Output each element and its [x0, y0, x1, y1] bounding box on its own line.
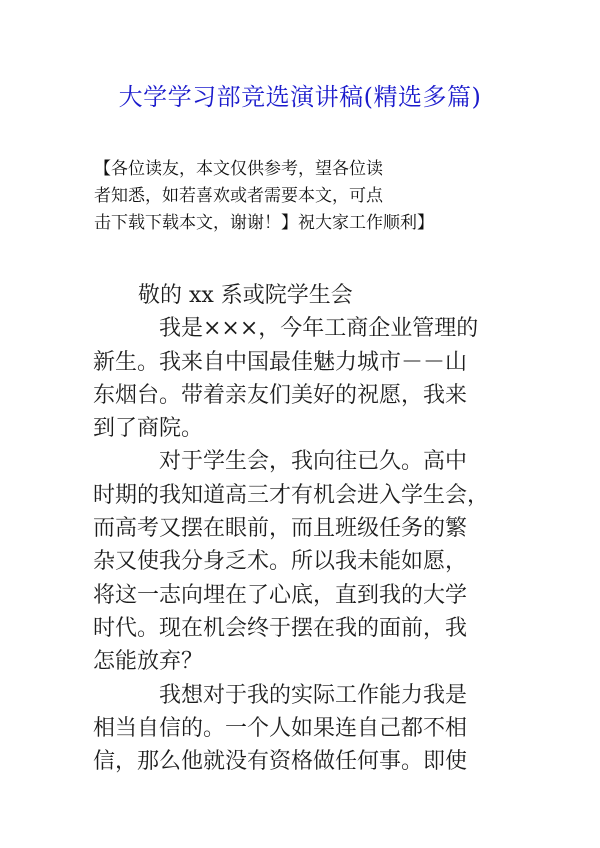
notice-line-1: 【各位读友，本文仅供参考，望各位读	[94, 159, 383, 179]
download-notice	[94, 156, 514, 237]
paragraph-2-line-5: 将这一志向埋在了心底，直到我的大学	[93, 582, 468, 608]
salutation: 敬的 xx 系或院学生会	[138, 283, 353, 308]
speech-body	[93, 279, 513, 778]
paragraph-1-line-3: 东烟台。带着亲友们美好的祝愿，我来	[93, 382, 468, 408]
paragraph-3-line-2: 相当自信的。一个人如果连自己都不相	[93, 715, 468, 741]
paragraph-2-line-7: 怎能放弃？	[93, 649, 204, 675]
paragraph-1-line-1: 我是×××，今年工商企业管理的	[159, 316, 479, 342]
paragraph-3-line-3: 信，那么他就没有资格做任何事。即使	[93, 749, 468, 775]
paragraph-3-line-1: 我想对于我的实际工作能力我是	[159, 682, 468, 708]
paragraph-2-line-4: 杂又使我分身乏术。所以我未能如愿，	[93, 549, 468, 575]
paragraph-1-line-4: 到了商院。	[93, 416, 204, 442]
document-title: 大学学习部竞选演讲稿(精选多篇)	[118, 83, 482, 111]
paragraph-1-line-2: 新生。我来自中国最佳魅力城市－－山	[93, 349, 468, 375]
paragraph-2-line-3: 而高考又摆在眼前，而且班级任务的繁	[93, 516, 468, 542]
notice-line-3: 击下载下载本文，谢谢！】祝大家工作顺利】	[94, 213, 434, 233]
paragraph-2-line-2: 时期的我知道高三才有机会进入学生会，	[93, 482, 490, 508]
paragraph-2-line-6: 时代。现在机会终于摆在我的面前，我	[93, 615, 468, 641]
notice-line-2: 者知悉，如若喜欢或者需要本文，可点	[94, 186, 383, 206]
paragraph-2-line-1: 对于学生会，我向往已久。高中	[159, 449, 468, 475]
